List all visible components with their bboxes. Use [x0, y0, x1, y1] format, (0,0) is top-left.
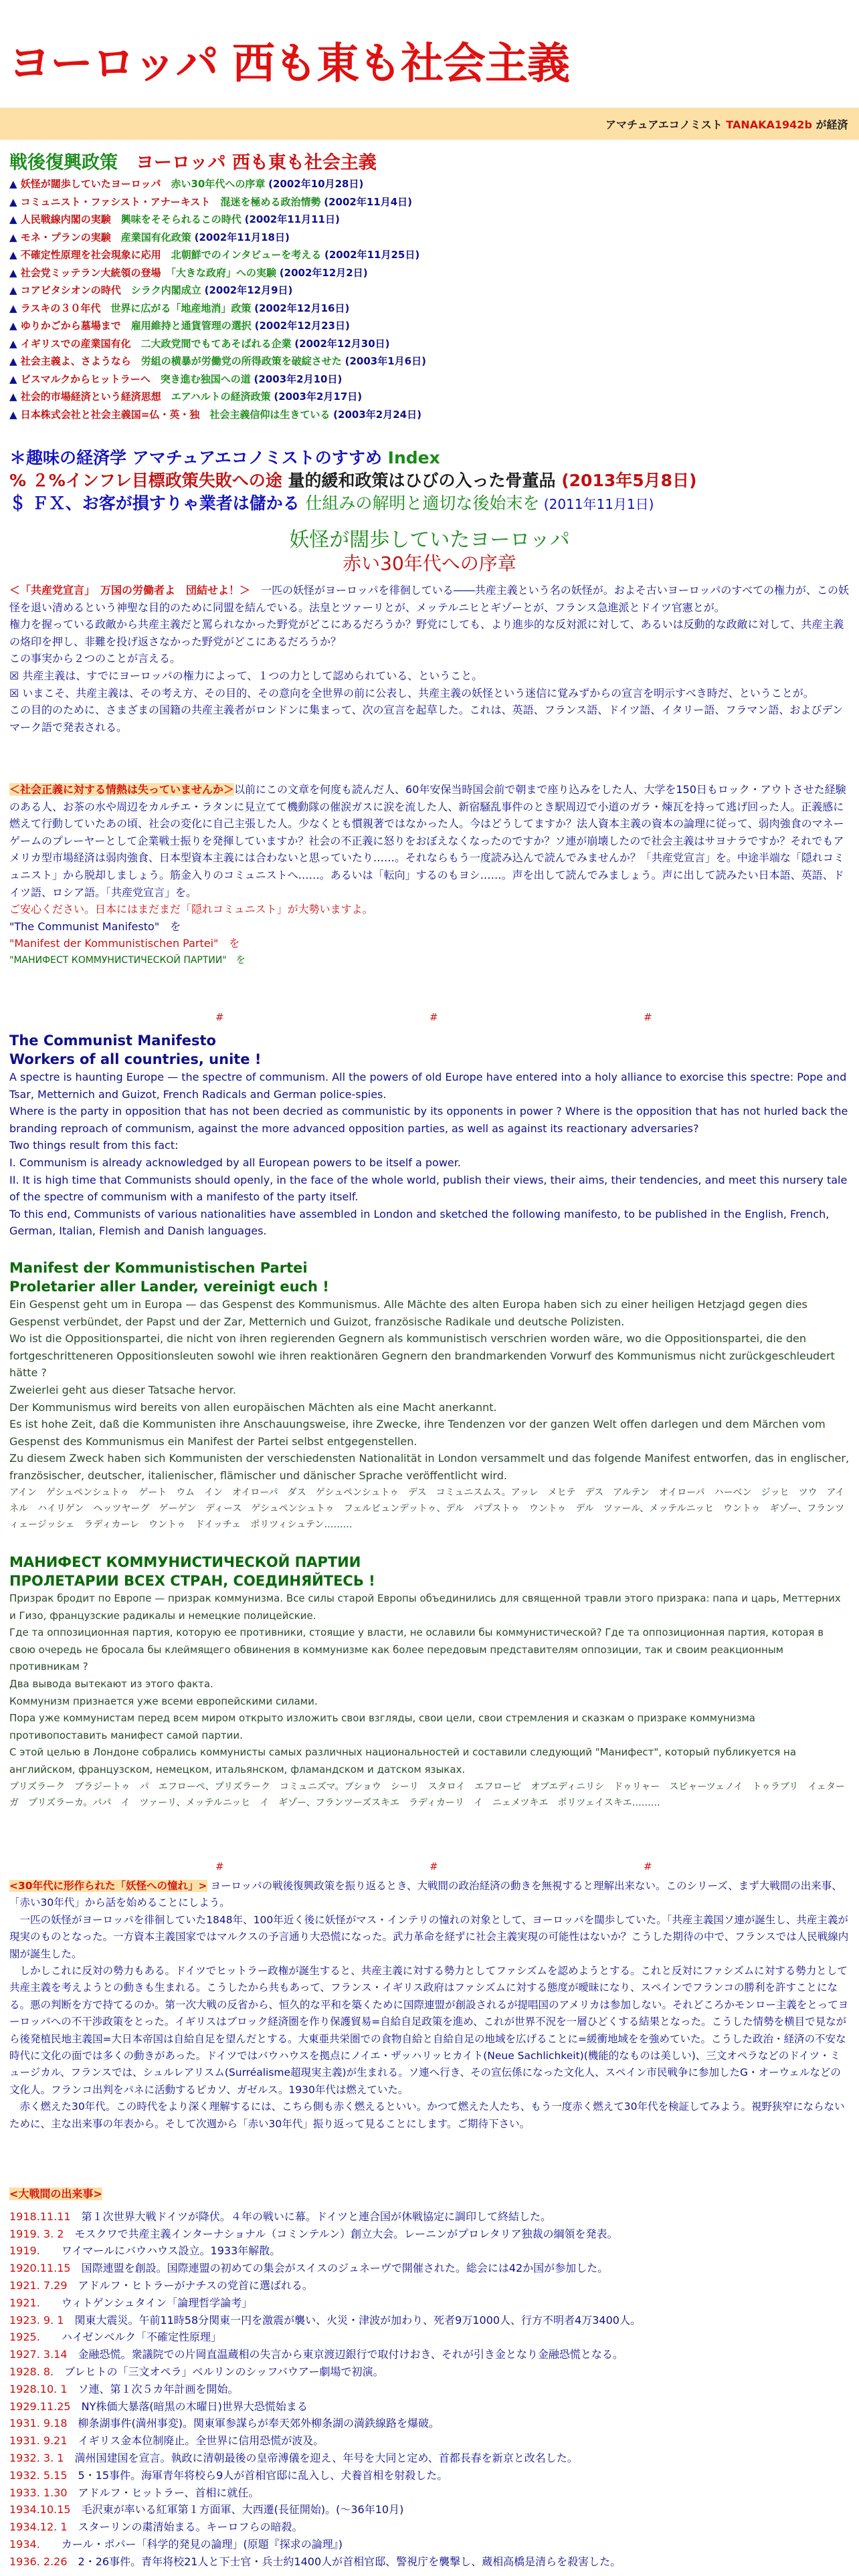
thirties-section — [9, 1878, 850, 2133]
series-index-item[interactable] — [9, 246, 852, 264]
series-item-date: (2002年12月9日) — [204, 284, 293, 296]
timeline-date: 1931. 9.18 — [9, 2417, 68, 2430]
series-item-date: (2002年12月23日) — [254, 320, 350, 332]
series-item-title[interactable]: コミュニスト・ファシスト・アナーキスト — [20, 195, 211, 208]
timeline-date: 1931. 9.21 — [9, 2434, 68, 2448]
series-item-subtitle[interactable]: シラク内閣成立 — [130, 284, 201, 296]
inflation-link[interactable]: % ２%インフレ目標政策失敗への途 — [9, 471, 288, 490]
series-item-subtitle[interactable]: 興味をそそられるこの時代 — [120, 213, 242, 225]
triangle-bullet-icon: ▲ — [9, 391, 21, 403]
timeline-date: 1933. 1.30 — [9, 2486, 68, 2499]
russian-p5: Пора уже коммунистам перед всем миром открыто изложить свои взгляды, свои цели, свои стремления и сказкам о призраке коммунизма противопоставить манифест самой партии. — [9, 1712, 755, 1741]
english-title: The Communist Manifesto — [9, 1033, 216, 1049]
german-p4: Der Kommunismus wird bereits von allen europäischen Mächten als eine Macht anerkannt. — [9, 1400, 497, 1414]
series-index — [9, 175, 852, 423]
timeline-event: イギリス金本位制廃止。全世界に信用恐慌が波及。 — [78, 2434, 324, 2448]
related-links — [9, 447, 696, 516]
triangle-bullet-icon: ▲ — [9, 284, 21, 296]
german-title: Manifest der Kommunistischen Partei — [9, 1260, 308, 1276]
russian-manifesto — [9, 1553, 850, 1811]
series-item-title[interactable]: ラスキの３０年代 — [20, 302, 101, 314]
timeline-row — [9, 2484, 850, 2502]
hidden-p1: 以前にこの文章を何度も読んだ人、60年安保当時国会前で朝まで座り込みをした人、大学を150日もロック・アウトさせた経験のある人、お茶の水や周辺をカルチエ・ラタンに見立てて機動隊の催涙ガスに涙を流した人、新宿騒乱事件のとき駅周辺で小道のガラ・煉瓦を持って逃げ回った人。正義感に燃えて行動していたあの頃、社会の変化に自己主張した人。少なくとも慣親著ではなかった人。今はどうしてますか？法人資本主義の資本の論理に従って、弱肉強食のマネーゲームのプレーヤーとして企業戦士振りを発揮していますか？社会の不正義に怒りをおぼえなくなったのですか？ソ連が崩壊したので社会主義はサヨナラですか？それでもアメリカ型市場経済は弱肉強食、日本型資本主義には合わないと思っていたり……。それならもう一度読み込んで読んでみませんか？「共産党宣言」を。中途半端な「隠れコミュニスト」から脱却しましょう。筋金入りのコミュニストへ……。あるいは「転向」するのもヨシ……。声を出して読んでみましょう。声に出して読みたい日本語、英語、ドイツ語、ロシア語。「共産党宣言」を。 — [9, 783, 846, 899]
timeline-event: ハイゼンベルク「不確定性原理」 — [50, 2331, 222, 2344]
intro-p1: 一匹の妖怪がヨーロッパを徘徊している――共産主義という名の妖怪が。およそ古いヨーロッパのすべての権力が、この妖怪を退い清めるという神聖な目的のために同盟を結んでいる。法皇とツァーリとが、メッテルニヒとギゾーとが、フランス急進派とドイツ官憲とが。 — [9, 584, 850, 614]
timeline-event: NY株価大暴落(暗黒の木曜日)世界大恐慌始まる — [81, 2399, 308, 2413]
timeline-event: ワイマールにバウハウス設立。1933年解散。 — [50, 2244, 281, 2258]
timeline-list — [9, 2208, 850, 2571]
timeline-row — [9, 2363, 850, 2381]
timeline-date: 1932. 3. 1 — [9, 2451, 64, 2464]
series-heading-a: 戦後復興政策 — [9, 152, 136, 173]
timeline-row — [9, 2260, 850, 2277]
russian-p3: Два вывода вытекают из этого факта. — [9, 1677, 213, 1690]
timeline-row — [9, 2398, 850, 2416]
timeline-date: 1928. 8. — [9, 2365, 54, 2378]
timeline-event: スターリンの粛清始まる。キーロフらの暗殺。 — [78, 2520, 303, 2534]
russian-p4: Коммунизм признается уже всеми европейскими силами. — [9, 1695, 318, 1707]
timeline-date: 1927. 3.14 — [9, 2348, 68, 2361]
timeline-event: アドルフ・ヒットラー、首相に就任。 — [78, 2486, 260, 2499]
timeline-event: 柳条湖事件(満州事変)。関東軍参謀らが奉天郊外柳条湖の満鉄線路を爆破。 — [78, 2417, 440, 2430]
series-item-date: (2002年11月25日) — [324, 249, 420, 261]
chapter-title: 妖怪が闊歩していたヨーロッパ — [289, 528, 570, 552]
timeline-date: 1934.10.15 — [9, 2503, 71, 2516]
timeline-row — [9, 2312, 850, 2329]
series-item-title[interactable]: イギリスでの産業国有化 — [20, 337, 131, 350]
inflation-link-sub[interactable]: 量的緩和政策はひびの入った骨董品 — [288, 471, 556, 490]
series-item-title[interactable]: 社会党ミッテラン大統領の登場 — [20, 266, 161, 279]
series-item-date: (2002年11月11日) — [244, 213, 340, 225]
timeline-row — [9, 2329, 850, 2346]
series-item-subtitle[interactable]: 世界に広がる「地産地消」政策 — [110, 302, 252, 314]
timeline-event: ウィトゲンシュタイン「論理哲学論考」 — [50, 2296, 253, 2309]
timeline-row — [9, 2518, 850, 2536]
thirties-tag: <30年代に形作られた「妖怪への憧れ」> — [9, 1880, 207, 1892]
timeline-row — [9, 2467, 850, 2484]
timeline-date: 1936. 2.26 — [9, 2555, 68, 2568]
timeline-date: 1919. — [9, 2244, 40, 2258]
index-link-label[interactable]: Index — [387, 448, 440, 467]
russian-katakana: プリズラーク ブラジートゥ パ エフローペ、プリズラーク コミュニズマ。ブショウ シーリ スタロイ エフローピ オブエディニリシ ドゥリャー スビャーツェノイ トゥラブリ イェターガ プリズラーカ。パパ イ ツァーリ、メッテルニッヒ イ ギゾー、フランツーズスキエ ラディカーリ イ ニェメツキエ ポリツェイスキエ……… — [9, 1781, 845, 1808]
author-banner — [0, 108, 859, 140]
timeline-date: 1918.11.11 — [9, 2210, 71, 2223]
thirties-p1: ヨーロッパの戦後復興政策を振り返るとき、大戦間の政治経済の動きを無視すると理解出来ない。このシリーズ、まず大戦間の出来事、「赤い30年代」から話を始めることにしよう。 — [9, 1880, 842, 1909]
series-item-title[interactable]: コアビタシオンの時代 — [20, 284, 121, 296]
english-p2: Where is the party in opposition that has not been decried as communistic by its opponents in power ? Where is the opposition that has not hurled back the branding reproach of communism, against the more advanced opposition parties, as well as against its reactionary adversaries? — [9, 1105, 848, 1135]
series-index-item[interactable] — [9, 388, 852, 406]
series-heading-b: ヨーロッパ 西も東も社会主義 — [136, 152, 377, 173]
series-item-subtitle[interactable]: 突き進む独国への道 — [160, 372, 251, 385]
timeline-row — [9, 2242, 850, 2260]
russian-p2: Где та оппозиционная партия, которую ее противники, стоящие у власти, не ославили бы коммунистической? Где та оппозиционная партия, которая в свою очередь не бросала бы клеймящего обвинения в коммунизме как более передовым представителям оппозиции, так и своим реакционным противникам ? — [9, 1626, 824, 1673]
series-item-date: (2002年11月18日) — [194, 231, 290, 243]
german-katakana: アイン ゲシュペンシュトゥ ゲート ウム イン オイローパ ダス ゲシュペンシュトゥ デス コミュニスムス。アッレ メヒテ デス アルテン オイローパ ハーベン ジッヒ ツウ アイネル ハイリゲン ヘッツヤーグ ゲーゲン ディース ゲシュペンシュトゥ フェルビュンデットゥ、デル パプストゥ ウントゥ デル ツァール、メッテルニッヒ ウントゥ ギゾー、フランツィェージッシェ ラディカーレ ウントゥ ドイッチェ ポリツィシュテン……… — [9, 1487, 845, 1530]
timeline-date: 1928.10. 1 — [9, 2382, 68, 2395]
timeline-tag: <大戦間の出来事> — [9, 2187, 102, 2200]
german-slogan: Proletarier aller Lander, vereinigt euch ! — [9, 1279, 329, 1295]
triangle-bullet-icon: ▲ — [9, 302, 21, 314]
timeline-date: 1921. — [9, 2296, 40, 2309]
thirties-p3: しかしこれに反対の勢力もある。ドイツでヒットラー政権が誕生すると、共産主義に対する勢力としてファシズムを認めようとする。これと反対にファシズムに対する勢力として共産主義を考えようとの動きも生まれる。こうしたから共もあって、フランス・イギリス政府はファシズムに対する態度が曖昧になり、スペインでフランコの勝利を許すことになる。悪の判断を方で持てるのか。第一次大戦の反省から、恒久的な平和を築くために国際連盟が創設されるが提唱国のアメリカは参加しない。それどころかモンロー主義をとってヨーロッパへの不干渉政策をとった。イギリスはブロック経済圏を作り保護貿易=自給自足政策を進め、これが世界不況を一層ひどくする結果となった。こうした情勢を横目で見ながら後発植民地主義国=大日本帝国は自給自足を望んだとする。大東亜共栄圏での食物自給と自給自足の地域を広げることに=緩衝地域をを強めていた。こうした政治・経済の不安な時代に文化の面では多くの動きがあった。ドイツではバウハウスを拠点にノイエ・ザッハリッヒカイト(Neue Sachlichkeit)(機能的なものは美しい)、三文オペラなどのドイツ・ミュージカル、フランスでは、シュルレアリスム(Surréalisme超現実主義)が生まれる。ソ連へ行き、その宣伝係になった文化人、スペイン市民戦争に参加したG・オーウェルなどの文化人。フランコ出判をパネに活動するピカソ、ガゼルス。1930年代は燃えていた。 — [9, 1965, 849, 2096]
separator-mark: # — [215, 1011, 224, 1023]
triangle-bullet-icon: ▲ — [9, 372, 21, 385]
triangle-bullet-icon: ▲ — [9, 355, 21, 367]
series-index-item[interactable] — [9, 229, 852, 247]
series-item-date: (2003年2月24日) — [333, 408, 421, 421]
timeline-row — [9, 2226, 850, 2243]
separator-mark: # — [215, 1860, 224, 1872]
author-prefix: アマチュアエコノミスト — [605, 118, 727, 131]
author-name-link[interactable]: TANAKA1942b — [726, 118, 812, 131]
english-p4: I. Communism is already acknowledged by all European powers to be itself a power. — [9, 1156, 461, 1169]
series-item-subtitle[interactable]: エアハルトの経済政策 — [171, 391, 271, 403]
series-index-item[interactable] — [9, 300, 852, 318]
timeline-date: 1934.12. 1 — [9, 2520, 68, 2534]
timeline-row — [9, 2432, 850, 2450]
russian-p1: Призрак бродит по Европе — призрак коммунизма. Все силы старой Европы объединились для священной травли этого призрака: папа и царь, Меттерних и Гизо, французские радикалы и немецкие полицейские. — [9, 1592, 841, 1622]
english-p6: To this end, Communists of various nationalities have assembled in London and sketched the following manifesto, to be published in the English, French, German, Italian, Flemish and Danish languages. — [9, 1207, 830, 1238]
timeline-row — [9, 2277, 850, 2294]
triangle-bullet-icon: ▲ — [9, 249, 21, 261]
timeline-event: 第１次世界大戦ドイツが降伏。４年の戦いに幕。ドイツと連合国が休戦協定に調印して終結した。 — [81, 2210, 552, 2223]
intro-p3: この事実から２つのことが言える。 — [9, 652, 181, 665]
timeline-event: 関東大震災。午前11時58分関東一円を激震が襲い、火災・津波が加わり、死者9万1000人、行方不明者4万3400人。 — [74, 2313, 641, 2327]
series-item-date: (2003年2月17日) — [274, 391, 363, 403]
timeline-event: モスクワで共産主義インターナショナル（コミンテルン）創立大会。レーニンがプロレタリア独裁の綱領を発表。 — [74, 2227, 618, 2240]
series-item-title[interactable]: モネ・プランの実験 — [20, 231, 111, 243]
intro-p4: ☒ 共産主義は、すでにヨーロッパの権力によって、１つの力として認められている、ということ。 — [9, 669, 483, 682]
triangle-bullet-icon: ▲ — [9, 266, 21, 279]
series-item-title[interactable]: 社会主義よ、さようなら — [20, 355, 131, 367]
series-heading — [9, 151, 377, 175]
hidden-tag: ＜社会正義に対する情熱は失っていませんか＞ — [9, 783, 235, 796]
triangle-bullet-icon: ▲ — [9, 195, 21, 208]
series-item-subtitle[interactable]: 雇用維持と通貨管理の選択 — [130, 320, 252, 332]
russian-title: МАНИФЕСТ КОММУНИСТИЧЕСКОЙ ПАРТИИ — [9, 1554, 361, 1570]
series-item-date: (2002年12月16日) — [254, 302, 350, 314]
index-link[interactable]: ＊趣味の経済学 アマチュアエコノミストのすすめ — [9, 448, 388, 467]
timeline-event: 金融恐慌。衆議院での片岡直温蔵相の失言から東京渡辺銀行で取付けおき、それが引き金となり金融恐慌となる。 — [78, 2348, 624, 2361]
triangle-bullet-icon: ▲ — [9, 337, 21, 350]
timeline-row — [9, 2381, 850, 2398]
series-item-subtitle[interactable]: 労組の横暴が労働党の所得政策を破綻させた — [140, 355, 342, 367]
series-item-title[interactable]: 人民戦線内閣の実験 — [20, 213, 111, 225]
series-item-date: (2003年1月6日) — [345, 355, 426, 367]
separator-mark: # — [430, 1860, 438, 1872]
timeline-date: 1923. 9. 1 — [9, 2313, 64, 2327]
triangle-bullet-icon: ▲ — [9, 408, 21, 421]
intro-section — [9, 582, 850, 736]
russian-slogan: ПРОЛЕТАРИИ ВСЕХ СТРАН, СОЕДИНЯЙТЕСЬ ! — [9, 1573, 375, 1589]
timeline-event: 国際連盟を創設。国際連盟の初めての集会がスイスのジュネーヴで開催された。総会には42か国が参加した。 — [81, 2262, 609, 2275]
series-item-date: (2002年11月4日) — [324, 195, 413, 208]
hidden-p2: ご安心ください。日本にはまだまだ「隠れコミュニスト」が大勢いますよ。 — [9, 903, 373, 916]
fx-link[interactable]: ＄ ＦＸ、お客が損すりゃ業者は儲かる — [9, 494, 306, 513]
series-index-item[interactable] — [9, 370, 852, 389]
separator-mark: # — [644, 1860, 652, 1872]
series-item-title[interactable]: ゆりかごから墓場まで — [20, 320, 121, 332]
chapter-subtitle: 赤い30年代への序章 — [343, 552, 516, 574]
fx-link-date: (2011年11月1日) — [539, 496, 654, 512]
author-suffix: が経済 — [812, 118, 848, 131]
series-item-subtitle[interactable]: 「大きな政府」への実験 — [171, 266, 276, 279]
series-index-item[interactable] — [9, 193, 852, 211]
timeline-date: 1934. — [9, 2537, 40, 2551]
german-manifesto — [9, 1259, 850, 1533]
series-item-date: (2003年2月10日) — [254, 372, 343, 385]
series-item-date: (2002年12月30日) — [294, 337, 390, 350]
series-index-item[interactable] — [9, 335, 852, 353]
thirties-p4: 赤く燃えた30年代。この時代をより深く理解するには、こちら側も赤く燃えるといい。かつて燃えた人たち、もう一度赤く燃えて30年代を検証してみよう。視野狭窄にならないために、主な出来事の年表から。そして次週から「赤い30年代」振り返って見ることにします。ご期待下さい。 — [9, 2101, 845, 2130]
english-p3: Two things result from this fact: — [9, 1139, 179, 1152]
german-p5: Es ist hohe Zeit, daß die Kommunisten ihre Anschauungsweise, ihre Zwecke, ihre Tendenzen vor der ganzen Welt offen darlegen und dem Märchen vom Gespenst des Kommunismus ein Manifest der Partei selbst entgegenstellen. — [9, 1418, 826, 1448]
timeline-event: カール・ポパー「科学的発見の論理」(原題『探求の論理』) — [50, 2537, 343, 2551]
series-item-subtitle[interactable]: 二大政党間でもてあそばれる企業 — [140, 337, 292, 350]
timeline-row — [9, 2536, 850, 2553]
timeline-date: 1932. 5.15 — [9, 2468, 68, 2482]
timeline-date: 1929.11.25 — [9, 2399, 71, 2413]
series-index-item[interactable] — [9, 406, 852, 424]
separator-mark: # — [644, 1011, 652, 1023]
series-item-title[interactable]: 日本株式会社と社会主義国=仏・英・独 — [20, 408, 200, 421]
timeline-event: アドルフ・ヒトラーがナチスの党首に選ばれる。 — [78, 2278, 313, 2292]
german-p3: Zweierlei geht aus dieser Tatsache hervor. — [9, 1383, 236, 1396]
fx-link-sub[interactable]: 仕組みの解明と適切な後始末を — [305, 494, 540, 513]
intro-tag: ＜「共産党宣言」 万国の労働者よ 団結せよ！＞ — [9, 584, 251, 597]
page-title: ヨーロッパ 西も東も社会主義 — [8, 39, 569, 89]
intro-p5: ☒ いまこそ、共産主義は、その考え方、その目的、その意向を全世界の前に公表し、共産主義の妖怪という迷信に覚みずからの宣言を明示すべき時だ、ということが。 — [9, 686, 814, 700]
intro-p2: 権力を握っている政敵から共産主義だと罵られなかった野党がどこにあるだろうか？野党にしても、より進歩的な反対派に対して、あるいは反動的な政敵に対して、共産主義の烙印を押し、非難を投げ返さなかった野党がどこにあるだろうか？ — [9, 618, 844, 648]
timeline-row — [9, 2553, 850, 2571]
triangle-bullet-icon: ▲ — [9, 213, 21, 225]
series-index-item[interactable] — [9, 317, 852, 335]
english-slogan: Workers of all countries, unite ! — [9, 1051, 262, 1067]
manifesto-en-ref: "The Communist Manifesto" を — [9, 920, 181, 933]
russian-p6: С этой целью в Лондоне собрались коммунисты самых различных национальностей и составили следующий "Манифест", который публикуется на английском, французском, немецком, итальянском, фламандском и датском языках. — [9, 1746, 797, 1776]
series-item-date: (2002年12月2日) — [279, 266, 368, 279]
series-item-subtitle[interactable]: 混迷を極める政治情勢 — [220, 195, 321, 208]
timeline-event: 毛沢東が率いる紅軍第１方面軍、大西遷(長征開始)。(〜36年10月) — [81, 2503, 404, 2516]
timeline-row — [9, 2450, 850, 2467]
series-item-title[interactable]: ビスマルクからヒットラーへ — [20, 372, 151, 385]
timeline-section — [9, 2185, 850, 2571]
series-item-subtitle[interactable]: 北朝鮮でのインタビューを考える — [171, 249, 322, 261]
intro-p6: この目的のために、さまざまの国籍の共産主義者がロンドンに集まって、次の宣言を起草した。これは、英語、フランス語、ドイツ語、イタリー語、フラマン語、およびデンマーク語で発表される。 — [9, 704, 844, 734]
english-p1: A spectre is haunting Europe — the spectre of communism. All the powers of old Europe have entered into a holy alliance to exorcise this spectre: Pope and Tsar, Metternich and Guizot, French Radicals and German police-spies. — [9, 1071, 847, 1101]
series-index-item[interactable] — [9, 282, 852, 300]
series-index-item[interactable] — [9, 352, 852, 370]
triangle-bullet-icon: ▲ — [9, 320, 21, 332]
series-item-title[interactable]: 社会的市場経済という経済思想 — [20, 391, 161, 403]
timeline-event: ソ連、第１次５カ年計画を開始。 — [78, 2382, 239, 2395]
series-index-item[interactable] — [9, 211, 852, 229]
inflation-link-date: (2013年5月8日) — [555, 471, 697, 490]
series-index-item[interactable] — [9, 175, 852, 193]
timeline-event: 5・15事件。海軍青年将校ら9人が首相官邸に乱入し、犬養首相を射殺した。 — [78, 2468, 448, 2482]
series-item-title[interactable]: 不確定性原理を社会現象に応用 — [20, 249, 161, 261]
timeline-date: 1921. 7.29 — [9, 2278, 68, 2292]
timeline-date: 1919. 3. 2 — [9, 2227, 64, 2240]
timeline-date: 1920.11.15 — [9, 2262, 71, 2275]
english-manifesto — [9, 1031, 850, 1240]
timeline-event: ブレヒトの「三文オペラ」ベルリンのシッフバウアー劇場で初演。 — [64, 2365, 384, 2378]
series-item-title[interactable]: 妖怪が闊歩していたヨーロッパ — [20, 178, 161, 190]
timeline-event: 2・26事件。青年将校21人と下士官・兵士約1400人が首相官邸、警視庁を襲撃し、蔵相高橋是清らを殺害した。 — [78, 2555, 622, 2568]
manifesto-de-ref: "Manifest der Kommunistischen Partei" を — [9, 937, 240, 950]
timeline-event: 満州国建国を宣言。執政に清朝最後の皇帝溥儀を迎え、年号を大同と定め、首都長春を新京と改名した。 — [74, 2451, 578, 2464]
timeline-row — [9, 2346, 850, 2363]
series-item-subtitle[interactable]: 産業国有化政策 — [120, 231, 191, 243]
triangle-bullet-icon: ▲ — [9, 178, 21, 190]
timeline-row — [9, 2501, 850, 2518]
hidden-communist-section — [9, 781, 850, 970]
english-p5: II. It is high time that Communists should openly, in the face of the whole world, publish their views, their aims, their tendencies, and meet this nursery tale of the spectre of communism with a manifesto of the party itself. — [9, 1173, 848, 1204]
timeline-row — [9, 2208, 850, 2226]
timeline-row — [9, 2294, 850, 2312]
manifesto-ru-ref: "МАНИФЕСТ КОММУНИСТИЧЕСКОЙ ПАРТИИ" を — [9, 954, 246, 966]
separator-mark: # — [430, 1011, 438, 1023]
series-item-date: (2002年10月28日) — [268, 178, 364, 190]
timeline-date: 1925. — [9, 2331, 40, 2344]
german-p6: Zu diesem Zweck haben sich Kommunisten der verschiedensten Nationalität in London versammelt und das folgende Manifest entworfen, das in englischer, französischer, deutscher, italienischer, flämischer und dänischer Sprache veröffentlicht wird. — [9, 1452, 850, 1482]
series-index-item[interactable] — [9, 264, 852, 282]
triangle-bullet-icon: ▲ — [9, 231, 21, 243]
series-item-subtitle[interactable]: 社会主義信仰は生きている — [209, 408, 330, 421]
thirties-p2: 一匹の妖怪がヨーロッパを徘徊していた1848年、100年近く後に妖怪がマス・インテリの憧れの対象として、ヨーロッパを闊歩していた。「共産主義国ソ連が誕生し、共産主義が現実のものとなった。一方資本主義国家ではマルクスの予言通り大恐慌になった。武力革命を経ずに社会主義実現の可能性はないか？こうした期待の中で、フランスでは人民戦線内閣が誕生した。 — [9, 1913, 849, 1960]
german-p2: Wo ist die Oppositionspartei, die nicht von ihren regierenden Gegnern als kommunistisch verschrien worden wäre, wo die Oppositionspartei, die den fortgeschritteneren Oppositionsleuten sowohl wie ihren reaktionären Gegnern den brandmarkenden Vorwurf des Kommunismus nicht zurückgeschleudert hätte ? — [9, 1332, 835, 1380]
timeline-row — [9, 2415, 850, 2432]
series-item-subtitle[interactable]: 赤い30年代への序章 — [171, 178, 266, 190]
german-p1: Ein Gespenst geht um in Europa — das Gespenst des Kommunismus. Alle Mächte des alten Europa haben sich zu einer heiligen Hetzjagd gegen dies Gespenst verbündet, der Papst und der Zar, Metternich und Guizot, französische Radikale und deutsche Polizisten. — [9, 1298, 807, 1328]
